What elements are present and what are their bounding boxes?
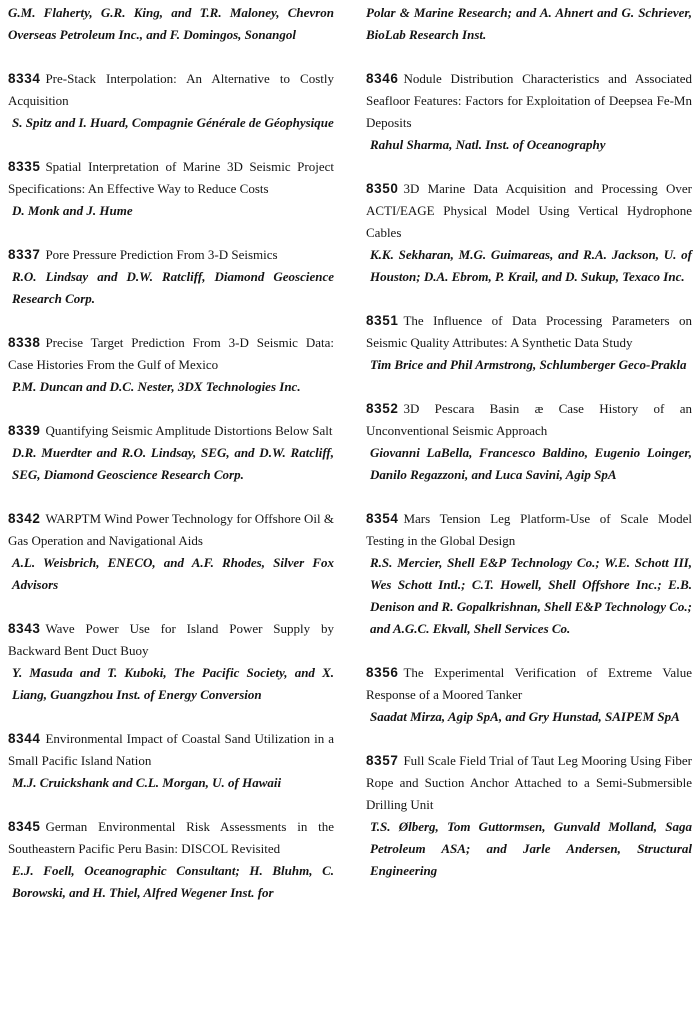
- entry-title: Environmental Impact of Coastal Sand Utilization in a Small Pacific Island Nation: [8, 731, 334, 768]
- entry-title: Spatial Interpretation of Marine 3D Seismic Project Specifications: An Effective Way to Reduce Costs: [8, 159, 334, 196]
- entry-authors: Rahul Sharma, Natl. Inst. of Oceanography: [370, 137, 606, 152]
- entry-authors: E.J. Foell, Oceanographic Consultant; H. Bluhm, C. Borowski, and H. Thiel, Alfred Wegener Inst. for: [12, 863, 334, 900]
- entry-authors: D.R. Muerdter and R.O. Lindsay, SEG, and D.W. Ratcliff, SEG, Diamond Geoscience Research Corp.: [12, 445, 334, 482]
- entry-number: 8342: [8, 511, 41, 526]
- entry-number: 8356: [366, 665, 399, 680]
- entry-title: Wave Power Use for Island Power Supply by Backward Bent Duct Buoy: [8, 621, 334, 658]
- entry-title: Quantifying Seismic Amplitude Distortions Below Salt: [45, 423, 333, 438]
- entry-authors: D. Monk and J. Hume: [12, 203, 133, 218]
- abstract-entry: [366, 310, 692, 376]
- entry-authors: Tim Brice and Phil Armstrong, Schlumberger Geco-Prakla: [370, 357, 687, 372]
- entry-title: The Influence of Data Processing Parameters on Seismic Quality Attributes: A Synthetic Data Study: [366, 313, 692, 350]
- abstract-entry-continued: [8, 2, 334, 46]
- entry-authors: S. Spitz and I. Huard, Compagnie Générale de Géophysique: [12, 115, 334, 130]
- entry-number: 8343: [8, 621, 41, 636]
- left-column: [8, 2, 334, 904]
- entry-number: 8351: [366, 313, 399, 328]
- entry-number: 8352: [366, 401, 399, 416]
- entry-title: Mars Tension Leg Platform-Use of Scale Model Testing in the Global Design: [366, 511, 692, 548]
- entry-authors: Giovanni LaBella, Francesco Baldino, Eugenio Loinger, Danilo Regazzoni, and Luca Savini, Agip SpA: [370, 445, 692, 482]
- entry-number: 8339: [8, 423, 41, 438]
- entry-number: 8344: [8, 731, 41, 746]
- abstract-entry: [8, 420, 334, 486]
- entry-number: 8354: [366, 511, 399, 526]
- entry-authors: R.O. Lindsay and D.W. Ratcliff, Diamond Geoscience Research Corp.: [12, 269, 334, 306]
- entry-authors: G.M. Flaherty, G.R. King, and T.R. Maloney, Chevron Overseas Petroleum Inc., and F. Domingos, Sonangol: [8, 5, 334, 42]
- abstract-entry: [366, 68, 692, 156]
- entry-number: 8350: [366, 181, 399, 196]
- abstract-entry: [366, 508, 692, 640]
- abstract-entry: [8, 508, 334, 596]
- entry-title: Pore Pressure Prediction From 3-D Seismics: [45, 247, 278, 262]
- abstract-entry-continued: [366, 2, 692, 46]
- right-column: [366, 2, 692, 882]
- entry-title: 3D Pescara Basin æ Case History of an Unconventional Seismic Approach: [366, 401, 692, 438]
- abstract-entry: [366, 178, 692, 288]
- abstract-entry: [8, 244, 334, 310]
- entry-number: 8335: [8, 159, 41, 174]
- entry-number: 8346: [366, 71, 399, 86]
- entry-number: 8334: [8, 71, 41, 86]
- abstract-entry: [8, 618, 334, 706]
- abstract-entry: [8, 332, 334, 398]
- entry-number: 8357: [366, 753, 399, 768]
- entry-authors: M.J. Cruickshank and C.L. Morgan, U. of Hawaii: [12, 775, 282, 790]
- entry-authors: P.M. Duncan and D.C. Nester, 3DX Technologies Inc.: [12, 379, 301, 394]
- entry-title: Pre-Stack Interpolation: An Alternative to Costly Acquisition: [8, 71, 334, 108]
- entry-title: WARPTM Wind Power Technology for Offshore Oil & Gas Operation and Navigational Aids: [8, 511, 334, 548]
- entry-title: German Environmental Risk Assessments in the Southeastern Pacific Peru Basin: DISCOL Revisited: [8, 819, 334, 856]
- abstract-entry: [8, 68, 334, 134]
- abstract-entry: [366, 398, 692, 486]
- entry-number: 8345: [8, 819, 41, 834]
- abstract-entry: [8, 816, 334, 904]
- entry-title: Nodule Distribution Characteristics and Associated Seafloor Features: Factors for Exploitation of Deepsea Fe-Mn Deposits: [366, 71, 692, 130]
- entry-authors: Polar & Marine Research; and A. Ahnert and G. Schriever, BioLab Research Inst.: [366, 5, 692, 42]
- entry-authors: K.K. Sekharan, M.G. Guimareas, and R.A. Jackson, U. of Houston; D.A. Ebrom, P. Krail, and D. Sukup, Texaco Inc.: [370, 247, 692, 284]
- entry-authors: T.S. Ølberg, Tom Guttormsen, Gunvald Molland, Saga Petroleum ASA; and Jarle Andersen, Structural Engineering: [370, 819, 692, 878]
- entry-number: 8338: [8, 335, 41, 350]
- entry-title: Full Scale Field Trial of Taut Leg Mooring Using Fiber Rope and Suction Anchor Attached to a Semi-Submersible Drilling Unit: [366, 753, 692, 812]
- entry-title: Precise Target Prediction From 3-D Seismic Data: Case Histories From the Gulf of Mexico: [8, 335, 334, 372]
- abstract-entry: [366, 662, 692, 728]
- entry-title: The Experimental Verification of Extreme Value Response of a Moored Tanker: [366, 665, 692, 702]
- entry-authors: A.L. Weisbrich, ENECO, and A.F. Rhodes, Silver Fox Advisors: [12, 555, 334, 592]
- entry-authors: Y. Masuda and T. Kuboki, The Pacific Society, and X. Liang, Guangzhou Inst. of Energy Conversion: [12, 665, 334, 702]
- entry-authors: R.S. Mercier, Shell E&P Technology Co.; W.E. Schott III, Wes Schott Intl.; C.T. Howell, Shell Offshore Inc.; E.B. Denison and R. Gopalkrishnan, Shell E&P Technology Co.; and A.G.C. Ekvall, Shell Services Co.: [370, 555, 692, 636]
- entry-number: 8337: [8, 247, 41, 262]
- abstract-entry: [8, 156, 334, 222]
- abstract-entry: [8, 728, 334, 794]
- entry-title: 3D Marine Data Acquisition and Processing Over ACTI/EAGE Physical Model Using Vertical Hydrophone Cables: [366, 181, 692, 240]
- abstract-entry: [366, 750, 692, 882]
- entry-authors: Saadat Mirza, Agip SpA, and Gry Hunstad, SAIPEM SpA: [370, 709, 680, 724]
